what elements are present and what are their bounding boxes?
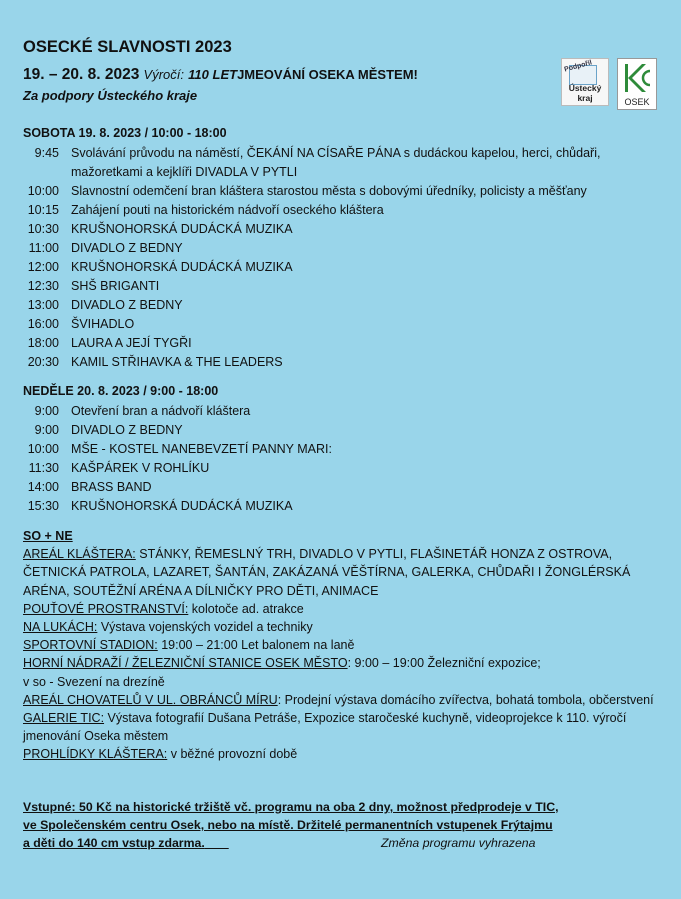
schedule-time: 18:00 [27, 336, 59, 350]
schedule-event-continuation: mažoretkami a kejklíři DIVADLA V PYTLI [71, 165, 298, 179]
both-days-heading: SO + NE [23, 529, 73, 543]
anniversary-text: JMEOVÁNÍ OSEKA MĚSTEM! [237, 67, 418, 82]
schedule-time: 9:00 [34, 423, 59, 437]
osek-k-icon [622, 62, 652, 94]
lukach-item: NA LUKÁCH: Výstava vojenských vozidel a techniky [23, 620, 313, 635]
prohlidky-item: PROHLÍDKY KLÁŠTERA: v běžné provozní době [23, 747, 298, 762]
page-title: OSECKÉ SLAVNOSTI 2023 [23, 38, 232, 56]
both-days-section [23, 527, 673, 764]
anniversary-label: Výročí: [143, 67, 184, 82]
galerie-item: GALERIE TIC: Výstava fotografií Dušana Petráše, Expozice staročeské kuchyně, videoprojekce k 110. výročí jmenování Oseka městem [23, 711, 627, 744]
schedule-time: 10:00 [27, 442, 59, 456]
schedule-event: DIVADLO Z BEDNY [71, 423, 183, 437]
poutove-item: POUŤOVÉ PROSTRANSTVÍ: kolotoče ad. atrakce [23, 601, 304, 616]
kraj-logo-text: Ústecký kraj [568, 83, 602, 103]
schedule-event: Otevření bran a nádvoří kláštera [71, 404, 251, 418]
areal-item: AREÁL KLÁŠTERA: STÁNKY, ŘEMESLNÝ TRH, DIVADLO V PYTLI, FLAŠINETÁŘ HONZA Z OSTROVA, ČETNICKÁ PATROLA, LAZARET, ŠANTÁN, ZAKÁZANÁ VĚŠTÍRNA, GALERKA, CHŮDAŘI I ŽONGLÉRSKÁ ARÉNA, SOUTĚŽNÍ ARÉNA A DÍLNIČKY PRO DĚTI, ANIMACE [23, 547, 631, 598]
entry-line-3: a děti do 140 cm vstup zdarma. [23, 836, 205, 850]
schedule-event: BRASS BAND [71, 480, 152, 494]
schedule-time: 11:30 [28, 461, 59, 475]
schedule-event: DIVADLO Z BEDNY [71, 241, 183, 255]
schedule-time: 9:45 [34, 146, 59, 160]
schedule-event: DIVADLO Z BEDNY [71, 298, 183, 312]
stadion-item: SPORTOVNÍ STADION: 19:00 – 21:00 Let balonem na laně [23, 638, 355, 653]
schedule-time: 10:15 [27, 203, 59, 217]
schedule-time: 9:00 [34, 404, 59, 418]
schedule-time: 13:00 [27, 298, 59, 312]
anniversary-number: 110 LET [188, 67, 238, 82]
schedule-event: MŠE - KOSTEL NANEBEVZETÍ PANNY MARI: [71, 442, 332, 456]
schedule-event: Slavnostní odemčení bran kláštera starostou města s dobovými úředníky, policisty a měšťany [71, 184, 587, 198]
entry-line-2: ve Společenském centru Osek, nebo na místě. Držitelé permanentních vstupenek Frýtajmu [23, 818, 553, 832]
schedule-event: KAŠPÁREK V ROHLÍKU [71, 461, 210, 475]
schedule-event: SHŠ BRIGANTI [71, 279, 160, 293]
schedule-time: 14:00 [27, 480, 59, 494]
entry-info [23, 798, 673, 852]
schedule-time: 10:30 [27, 222, 59, 236]
nadrazi-item: HORNÍ NÁDRAŽÍ / ŽELEZNIČNÍ STANICE OSEK MĚSTO: 9:00 – 19:00 Železniční expozice; [23, 656, 541, 671]
schedule-time: 11:00 [28, 241, 59, 255]
schedule-time: 10:00 [27, 184, 59, 198]
schedule-event: LAURA A JEJÍ TYGŘI [71, 336, 192, 350]
kraj-logo-tag: Podpořil [563, 59, 593, 74]
saturday-heading: SOBOTA 19. 8. 2023 / 10:00 - 18:00 [23, 126, 227, 140]
schedule-event: Svolávání průvodu na náměstí, ČEKÁNÍ NA CÍSAŘE PÁNA s dudáckou kapelou, herci, chůdaři, [71, 146, 601, 160]
ustecky-kraj-logo [561, 58, 609, 106]
schedule-event: KAMIL STŘIHAVKA & THE LEADERS [71, 355, 283, 369]
support-line: Za podpory Ústeckého kraje [23, 88, 198, 103]
sunday-heading: NEDĚLE 20. 8. 2023 / 9:00 - 18:00 [23, 384, 219, 398]
festival-dates: 19. – 20. 8. 2023 [23, 66, 140, 83]
schedule-time: 20:30 [27, 355, 59, 369]
schedule-time: 12:30 [27, 279, 59, 293]
schedule-event: Zahájení pouti na historickém nádvoří oseckého kláštera [71, 203, 384, 217]
entry-line-1: Vstupné: 50 Kč na historické tržiště vč. programu na oba 2 dny, možnost předprodeje v TIC, [23, 800, 559, 814]
chovatelu-item: AREÁL CHOVATELŮ V UL. OBRÁNCŮ MÍRU: Prodejní výstava domácího zvířectva, bohatá tombola, občerstvení [23, 692, 654, 707]
nadrazi-item-2: v so - Svezení na drezíně [23, 674, 165, 689]
schedule-time: 12:00 [27, 260, 59, 274]
schedule-event: KRUŠNOHORSKÁ DUDÁCKÁ MUZIKA [71, 260, 293, 274]
schedule-event: KRUŠNOHORSKÁ DUDÁCKÁ MUZIKA [71, 222, 293, 236]
program-change-note: Změna programu vyhrazena [381, 836, 536, 850]
date-line [23, 66, 418, 84]
osek-logo [617, 58, 657, 110]
schedule-event: ŠVIHADLO [71, 317, 135, 331]
osek-logo-text: OSEK [624, 97, 650, 107]
schedule-time: 16:00 [27, 317, 59, 331]
schedule-event: KRUŠNOHORSKÁ DUDÁCKÁ MUZIKA [71, 499, 293, 513]
schedule-time: 15:30 [27, 499, 59, 513]
